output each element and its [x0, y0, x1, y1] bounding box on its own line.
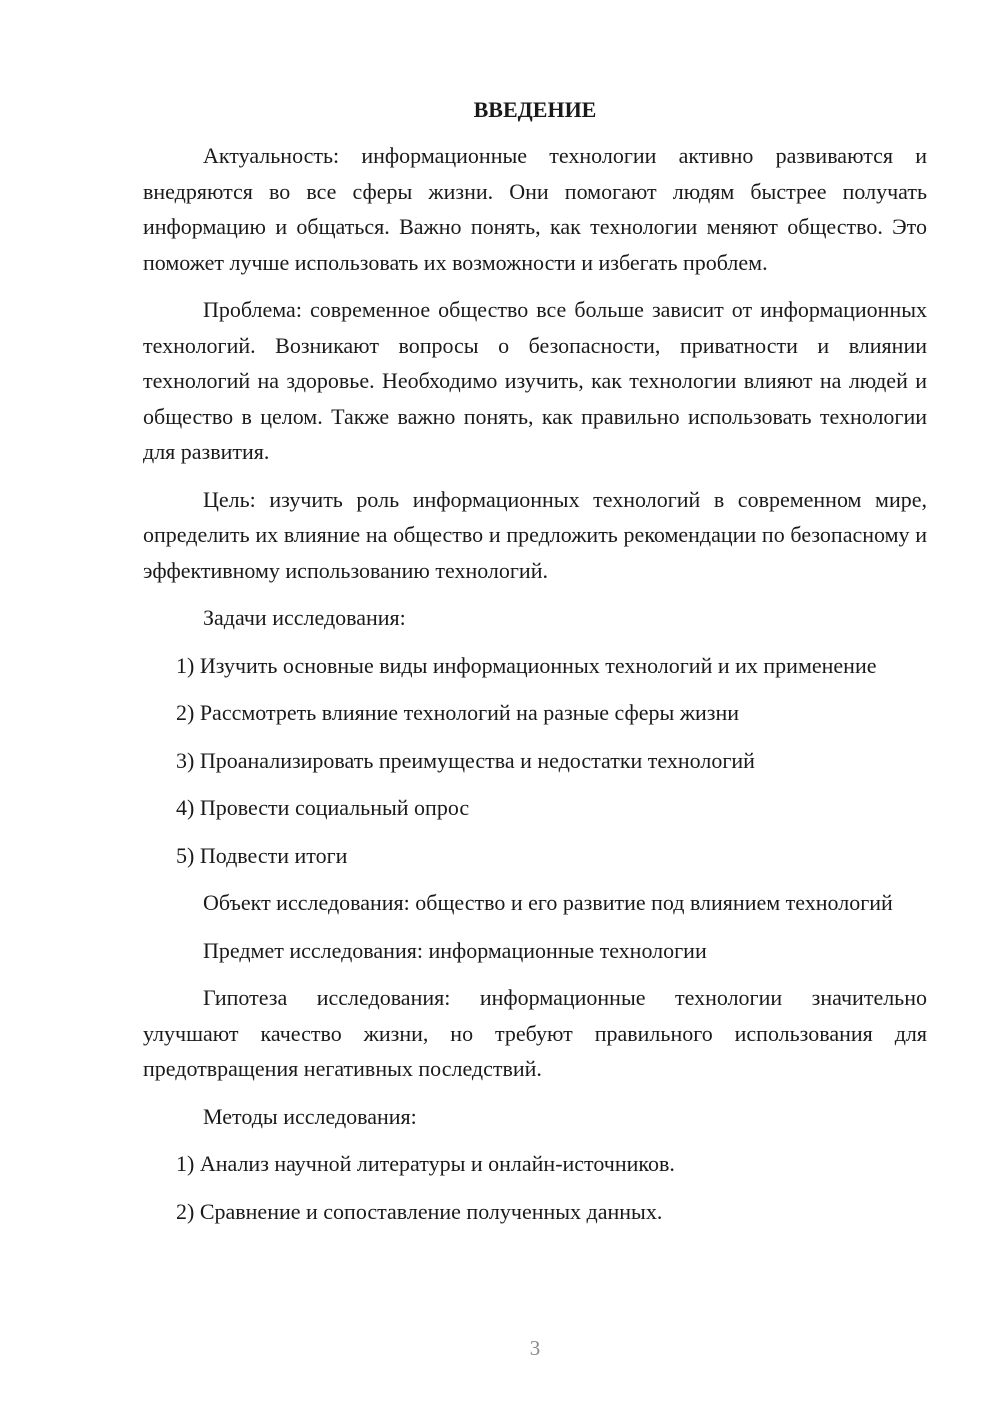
- relevance-paragraph: Актуальность: информационные технологии активно развиваются и внедряются во все сферы жизни. Они помогают людям быстрее получать информацию и общаться. Важно понять, как технологии меняют общество. Это поможет лучше использовать их возможности и избегать проблем.: [143, 143, 927, 275]
- document-page: [143, 92, 927, 1229]
- task-item: 2) Рассмотреть влияние технологий на разные сферы жизни: [176, 700, 740, 725]
- task-item: 1) Изучить основные виды информационных технологий и их применение: [176, 652, 877, 678]
- task-item: 3) Проанализировать преимущества и недостатки технологий: [176, 747, 755, 773]
- subject-paragraph: Предмет исследования: информационные технологии: [203, 937, 707, 963]
- goal-paragraph: Цель: изучить роль информационных технологий в современном мире, определить их влияние на общество и предложить рекомендации по безопасному и эффективному использованию технологий.: [143, 486, 927, 583]
- tasks-heading: Задачи исследования:: [203, 605, 406, 630]
- hypothesis-paragraph: Гипотеза исследования: информационные технологии значительно улучшают качество жизни, но требуют правильного использования для предотвращения негативных последствий.: [143, 985, 927, 1081]
- page-number: 3: [529, 1336, 541, 1360]
- method-item: 2) Сравнение и сопоставление полученных данных.: [176, 1198, 663, 1224]
- page-title: ВВЕДЕНИЕ: [473, 97, 597, 122]
- object-paragraph: Объект исследования: общество и его развитие под влиянием технологий: [203, 890, 893, 915]
- method-item: 1) Анализ научной литературы и онлайн-источников.: [176, 1151, 675, 1176]
- problem-paragraph: Проблема: современное общество все больше зависит от информационных технологий. Возникают вопросы о безопасности, приватности и влиянии технологий на здоровье. Необходимо изучить, как технологии влияют на людей и общество в целом. Также важно понять, как правильно использовать технологии для развития.: [143, 297, 927, 464]
- task-item: 4) Провести социальный опрос: [176, 795, 470, 820]
- task-item: 5) Подвести итоги: [176, 842, 348, 868]
- methods-heading: Методы исследования:: [203, 1103, 417, 1129]
